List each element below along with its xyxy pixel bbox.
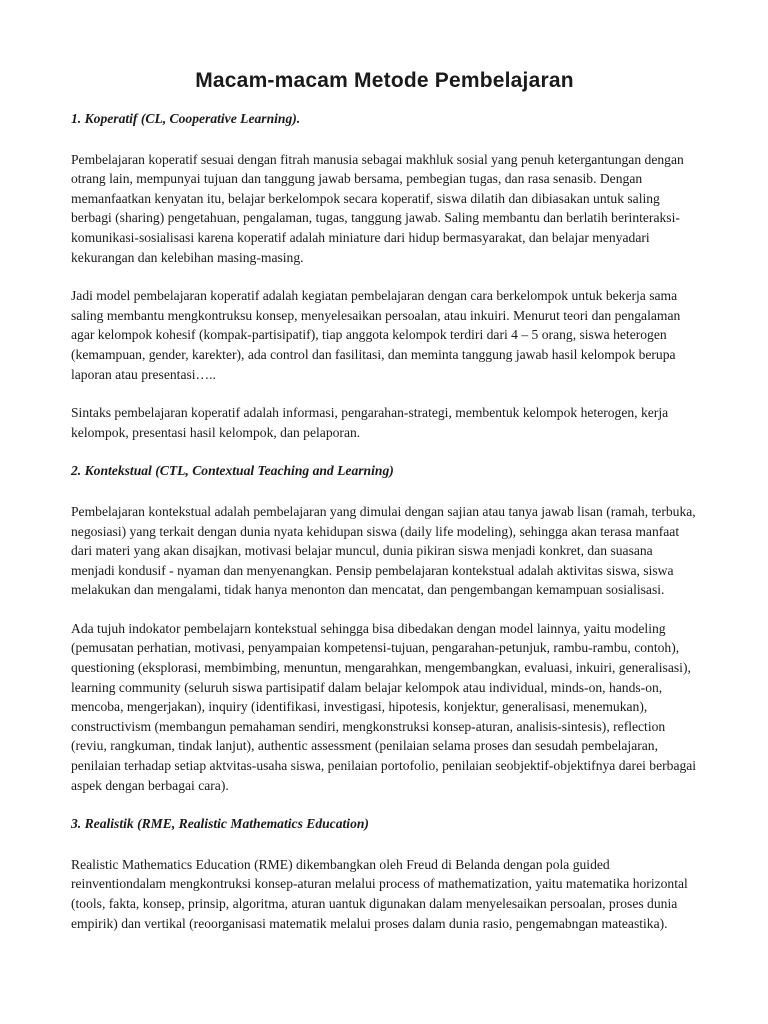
page-title: Macam-macam Metode Pembelajaran [195, 69, 574, 92]
section-contextual-learning [71, 461, 698, 795]
section-heading: 3. Realistik (RME, Realistic Mathematics Education) [71, 816, 369, 832]
paragraph: Realistic Mathematics Education (RME) dikembangkan oleh Freud di Belanda dengan pola guided reinventiondalam mengkontruksi konsep-aturan melalui process of mathematization, yaitu matematika horizontal (tools, fakta, konsep, prinsip, algoritma, aturan uantuk digunakan dalam menyelesaikan persoalan, proses dunia empirik) dan vertikal (reoorganisasi matematik melalui proses dalam dunia rasio, pengemabngan mateastika). [71, 856, 688, 931]
section-heading: 2. Kontekstual (CTL, Contextual Teaching and Learning) [71, 463, 394, 479]
paragraph: Jadi model pembelajaran koperatif adalah kegiatan pembelajaran dengan cara berkelompok untuk bekerja sama saling membantu mengkontruksu konsep, menyelesaikan persoalan, atau inkuiri. Menurut teori dan pengalaman agar kelompok kohesif (kompak-partisipatif), tiap anggota kelompok terdiri dari 4 – 5 orang, siswa heterogen (kemampuan, gender, karekter), ada control dan fasilitasi, dan meminta tanggung jawab hasil kelompok berupa laporan atau presentasi….. [71, 288, 681, 382]
section-heading: 1. Koperatif (CL, Cooperative Learning). [71, 111, 301, 126]
paragraph: Pembelajaran kontekstual adalah pembelajaran yang dimulai dengan sajian atau tanya jawab lisan (ramah, terbuka, negosiasi) yang terkait dengan dunia nyata kehidupan siswa (daily life modeling), sehingga akan terasa manfaat dari materi yang akan disajkan, motivasi belajar muncul, dunia pikiran siswa menjadi konkret, dan suasana menjadi kondusif - nyaman dan menyenangkan. Pensip pembelajaran kontekstual adalah aktivitas siswa, siswa melakukan dan mengalami, tidak hanya menonton dan mencatat, dan pengembangan kemampuan sosialisasi. [71, 503, 696, 598]
paragraph: Ada tujuh indokator pembelajarn kontekstual sehingga bisa dibedakan dengan model lainnya, yaitu modeling (pemusatan perhatian, motivasi, penyampaian kompetensi-tujuan, pengarahan-petunjuk, rambu-rambu, contoh), questioning (eksplorasi, membimbing, menuntun, mengarahkan, mengembangkan, evaluasi, inkuiri, generalisasi), learning community (seluruh siswa partisipatif dalam belajar kelompok atau individual, minds-on, hands-on, mencoba, mengerjakan), inquiry (identifikasi, investigasi, hipotesis, konjektur, generalisasi, menemukan), constructivism (membangun pemahaman sendiri, mengkonstruksi konsep-aturan, analisis-sintesis), reflection (reviu, rangkuman, tindak lanjut), authentic assessment (penilaian selama proses dan sesudah pembelajaran, penilaian terhadap setiap aktvitas-usaha siswa, penilaian portofolio, penilaian seobjektif-objektifnya darei berbagai aspek dengan berbagai cara). [71, 620, 697, 793]
paragraph: Pembelajaran koperatif sesuai dengan fitrah manusia sebagai makhluk sosial yang penuh ketergantungan dengan otrang lain, mempunyai tujuan dan tanggung jawab bersama, pembegian tugas, dan rasa senasib. Dengan memanfaatkan kenyatan itu, belajar berkelompok secara koperatif, siswa dilatih dan dibiasakan untuk saling berbagi (sharing) pengetahuan, pengalaman, tugas, tanggung jawab. Saling membantu dan berlatih berinteraksi-komunikasi-sosialisasi karena koperatif adalah miniature dari hidup bermasyarakat, dan belajar menyadari kekurangan dan kelebihan masing-masing. [71, 151, 684, 265]
section-cooperative-learning [71, 109, 698, 442]
paragraph: Sintaks pembelajaran koperatif adalah informasi, pengarahan-strategi, membentuk kelompok heterogen, kerja kelompok, presentasi hasil kelompok, dan pelaporan. [71, 405, 669, 440]
section-realistic-mathematics [71, 814, 698, 933]
